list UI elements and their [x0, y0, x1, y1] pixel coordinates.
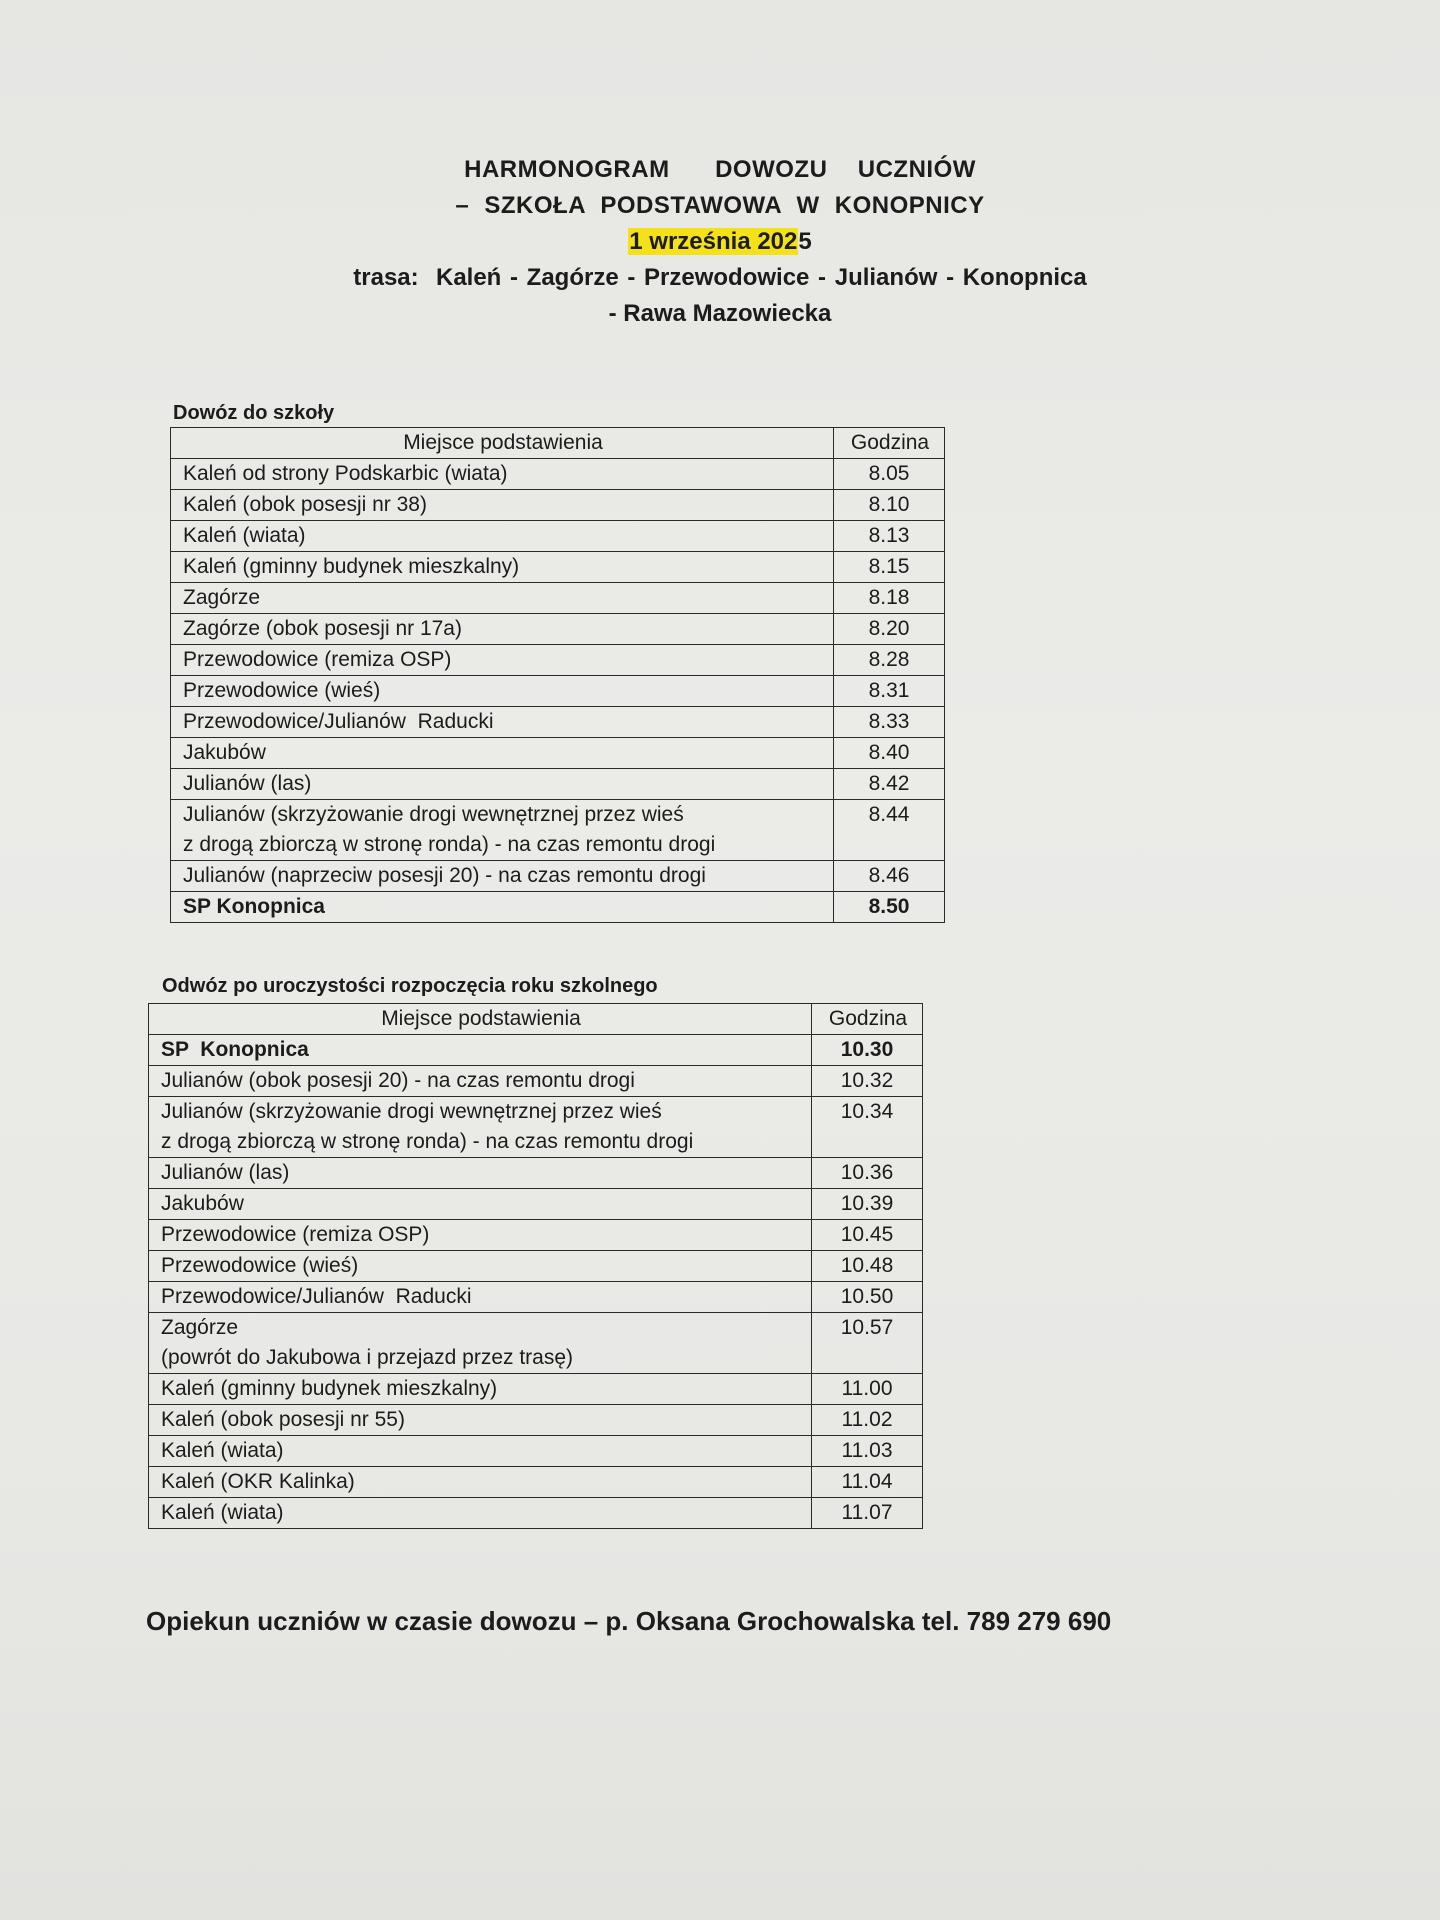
cell-place — [171, 676, 834, 707]
cell-time: 10.48 — [812, 1251, 923, 1282]
cell-place — [149, 1035, 812, 1066]
place-text: Jakubów — [161, 1192, 244, 1215]
place-text-line-2: z drogą zbiorczą w stronę ronda) - na czas remontu drogi — [183, 833, 716, 856]
cell-time: 8.15 — [834, 552, 945, 583]
table-row — [171, 490, 945, 521]
title-line-1: HARMONOGRAM DOWOZU UCZNIÓW — [464, 156, 976, 183]
route-line-2: - Rawa Mazowiecka — [608, 300, 832, 327]
place-text: Julianów (naprzeciw posesji 20) - na czas remontu drogi — [183, 864, 706, 887]
table-row — [149, 1313, 923, 1374]
table-row — [149, 1066, 923, 1097]
cell-time: 8.31 — [834, 676, 945, 707]
route-line-1: trasa: Kaleń - Zagórze - Przewodowice - Julianów - Konopnica — [353, 264, 1087, 291]
place-text: Julianów (skrzyżowanie drogi wewnętrznej przez wieś — [183, 803, 684, 826]
place-text: SP Konopnica — [161, 1038, 309, 1061]
column-header-time: Godzina — [812, 1004, 923, 1035]
cell-place — [171, 892, 834, 923]
table-row — [149, 1097, 923, 1158]
place-text: Kaleń (obok posesji nr 38) — [183, 493, 427, 516]
cell-place — [171, 614, 834, 645]
cell-time: 8.46 — [834, 861, 945, 892]
cell-place — [149, 1251, 812, 1282]
cell-time: 11.03 — [812, 1436, 923, 1467]
table-row — [171, 707, 945, 738]
table-row — [171, 552, 945, 583]
place-text: Zagórze (obok posesji nr 17a) — [183, 617, 462, 640]
place-text-line-2: z drogą zbiorczą w stronę ronda) - na czas remontu drogi — [161, 1130, 694, 1153]
place-text: Kaleń od strony Podskarbic (wiata) — [183, 462, 508, 485]
cell-time: 10.36 — [812, 1158, 923, 1189]
place-text-line-2: (powrót do Jakubowa i przejazd przez trasę) — [161, 1346, 574, 1369]
cell-time: 8.05 — [834, 459, 945, 490]
table-row — [171, 614, 945, 645]
cell-place — [149, 1189, 812, 1220]
cell-time: 8.44 — [834, 800, 945, 861]
cell-time: 11.02 — [812, 1405, 923, 1436]
cell-place — [149, 1498, 812, 1529]
place-text: Julianów (las) — [161, 1161, 290, 1184]
place-text: Przewodowice (remiza OSP) — [161, 1223, 430, 1246]
cell-place — [171, 769, 834, 800]
table-row — [149, 1405, 923, 1436]
table-row — [171, 769, 945, 800]
cell-place — [171, 861, 834, 892]
place-text: Kaleń (wiata) — [183, 524, 306, 547]
cell-place — [149, 1066, 812, 1097]
place-text: Przewodowice (remiza OSP) — [183, 648, 452, 671]
date-rest: 5 — [798, 228, 812, 255]
cell-time: 11.07 — [812, 1498, 923, 1529]
cell-place — [171, 707, 834, 738]
place-text: Zagórze — [183, 586, 261, 609]
date-line — [300, 224, 1140, 260]
table-row — [171, 676, 945, 707]
place-text: Przewodowice (wieś) — [183, 679, 381, 702]
table-row — [171, 583, 945, 614]
cell-time: 8.13 — [834, 521, 945, 552]
document-header — [300, 152, 1140, 332]
table-from-school-caption: Odwóz po uroczystości rozpoczęcia roku szkolnego — [162, 975, 658, 997]
place-text: SP Konopnica — [183, 895, 325, 918]
cell-place — [171, 459, 834, 490]
cell-place — [149, 1436, 812, 1467]
cell-time: 10.34 — [812, 1097, 923, 1158]
cell-place — [171, 490, 834, 521]
cell-place — [171, 800, 834, 861]
cell-time: 11.00 — [812, 1374, 923, 1405]
table-row — [171, 800, 945, 861]
place-text: Julianów (skrzyżowanie drogi wewnętrznej przez wieś — [161, 1100, 662, 1123]
title-line-2: – SZKOŁA PODSTAWOWA W KONOPNICY — [455, 192, 985, 219]
cell-time: 10.32 — [812, 1066, 923, 1097]
cell-place — [149, 1313, 812, 1374]
place-text: Julianów (obok posesji 20) - na czas remontu drogi — [161, 1069, 635, 1092]
cell-place — [171, 738, 834, 769]
table-row — [171, 738, 945, 769]
cell-time: 11.04 — [812, 1467, 923, 1498]
table-from-school-body — [149, 1035, 923, 1529]
cell-time: 8.40 — [834, 738, 945, 769]
table-row — [149, 1436, 923, 1467]
place-text: Przewodowice/Julianów Raducki — [183, 710, 494, 733]
place-text: Kaleń (gminny budynek mieszkalny) — [161, 1377, 498, 1400]
table-row — [149, 1158, 923, 1189]
column-header-place: Miejsce podstawienia — [171, 428, 834, 459]
table-row — [149, 1374, 923, 1405]
guardian-info: Opiekun uczniów w czasie dowozu – p. Oksana Grochowalska tel. 789 279 690 — [146, 1606, 1112, 1636]
cell-time: 8.18 — [834, 583, 945, 614]
table-row — [149, 1282, 923, 1313]
place-text: Zagórze — [161, 1316, 239, 1339]
table-row — [171, 892, 945, 923]
cell-time: 8.28 — [834, 645, 945, 676]
cell-time: 10.30 — [812, 1035, 923, 1066]
table-header-row — [171, 428, 945, 459]
cell-place — [149, 1467, 812, 1498]
table-row — [149, 1189, 923, 1220]
table-row — [149, 1251, 923, 1282]
cell-place — [171, 552, 834, 583]
column-header-place: Miejsce podstawienia — [149, 1004, 812, 1035]
table-row — [149, 1220, 923, 1251]
table-row — [171, 861, 945, 892]
cell-time: 8.42 — [834, 769, 945, 800]
cell-time: 10.45 — [812, 1220, 923, 1251]
place-text: Kaleń (wiata) — [161, 1439, 284, 1462]
cell-time: 8.10 — [834, 490, 945, 521]
place-text: Julianów (las) — [183, 772, 312, 795]
table-row — [149, 1035, 923, 1066]
cell-place — [149, 1158, 812, 1189]
table-row — [171, 521, 945, 552]
place-text: Przewodowice/Julianów Raducki — [161, 1285, 472, 1308]
date-highlighted: 1 września 202 — [629, 228, 798, 255]
table-header-row — [149, 1004, 923, 1035]
place-text: Jakubów — [183, 741, 266, 764]
table-to-school-body — [171, 459, 945, 923]
table-to-school-caption: Dowóz do szkoły — [173, 402, 335, 424]
cell-place — [171, 645, 834, 676]
column-header-time: Godzina — [834, 428, 945, 459]
cell-place — [149, 1282, 812, 1313]
cell-place — [149, 1097, 812, 1158]
place-text: Kaleń (gminny budynek mieszkalny) — [183, 555, 520, 578]
cell-time: 10.57 — [812, 1313, 923, 1374]
place-text: Kaleń (obok posesji nr 55) — [161, 1408, 405, 1431]
cell-place — [171, 521, 834, 552]
table-from-school — [148, 1003, 923, 1529]
table-row — [171, 645, 945, 676]
cell-time: 8.50 — [834, 892, 945, 923]
place-text: Kaleń (wiata) — [161, 1501, 284, 1524]
place-text: Kaleń (OKR Kalinka) — [161, 1470, 355, 1493]
cell-place — [149, 1220, 812, 1251]
cell-place — [149, 1374, 812, 1405]
place-text: Przewodowice (wieś) — [161, 1254, 359, 1277]
cell-time: 10.50 — [812, 1282, 923, 1313]
table-to-school — [170, 427, 945, 923]
cell-place — [171, 583, 834, 614]
cell-time: 8.20 — [834, 614, 945, 645]
cell-time: 8.33 — [834, 707, 945, 738]
cell-time: 10.39 — [812, 1189, 923, 1220]
table-row — [149, 1467, 923, 1498]
table-row — [171, 459, 945, 490]
cell-place — [149, 1405, 812, 1436]
table-row — [149, 1498, 923, 1529]
